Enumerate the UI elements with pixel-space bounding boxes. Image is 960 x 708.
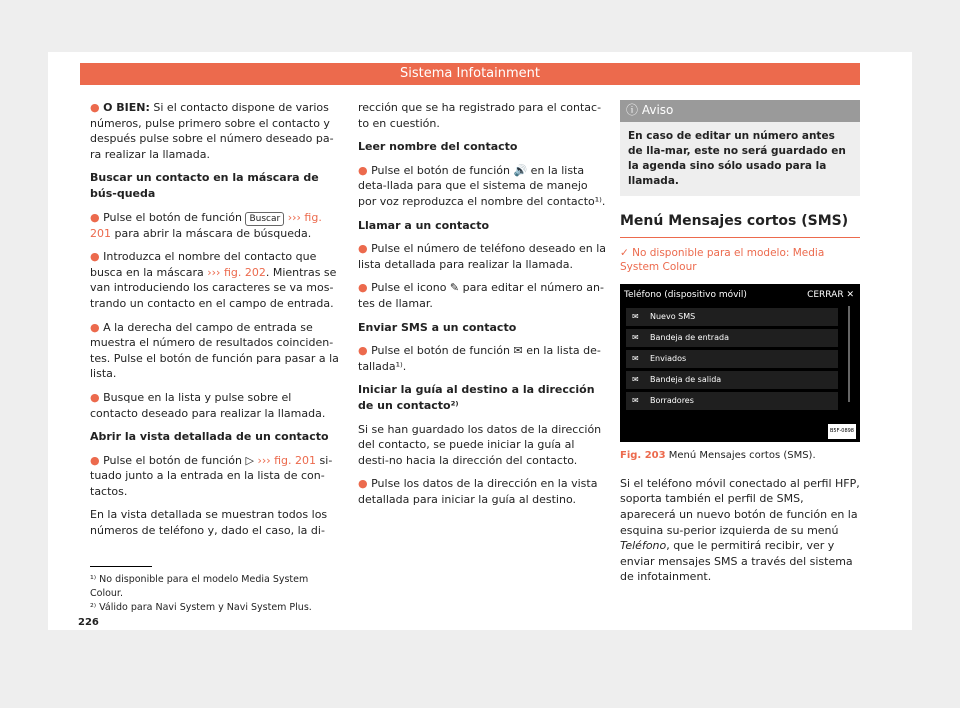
footnotes: ¹⁾ No disponible para el modelo Media System Colour. ²⁾ Válido para Navi System y Navi System Plus. [90,566,340,615]
sms-row[interactable]: ✉ Borradores [626,392,838,410]
envelope-icon: ✉ [632,375,639,385]
sms-row[interactable]: ✉ Bandeja de salida [626,371,838,389]
envelope-icon: ✉ [632,396,639,406]
sms-row[interactable]: ✉ Enviados [626,350,838,368]
scrollbar[interactable] [848,306,850,402]
heading-buscar: Buscar un contacto en la máscara de bús-queda [90,171,319,200]
column-1: ● O BIEN: Si el contacto dispone de varios números, pulse primero sobre el contacto y después pulse sobre el número deseado pa-ra realizar la llamada. Buscar un contacto en la máscara de bús-queda ● Pulse el botón de función Buscar ››› fig. 201 para abrir la máscara de búsqueda. ● Introduzca el nombre del contacto que busca en la máscara ››› fig. 202. Mientras se van introduciendo los caracteres se va mos-trando un contacto en el campo de entrada. ● A la derecha del campo de entrada se muestra el número de resultados coinciden-tes. Pulse el botón de función para pasar a la lista. ● Busque en la lista y pulse sobre el contacto deseado para realizar la llamada. Abrir la vista detallada de un contacto ● Pulse el botón de función ▷ ››› fig. 201 si-tuado junto a la entrada en la lista de con-tactos. En la vista detallada se muestran todos los números de teléfono y, dado el caso, la di- [90,101,339,538]
sms-row[interactable]: ✉ Nuevo SMS [626,308,838,326]
envelope-icon: ✉ [632,333,639,343]
column-3: ⓘ Aviso En caso de editar un número antes de lla-mar, este no será guardado en la agenda sino sólo usado para la llamada. Menú Mensajes cortos (SMS) ✓ No disponible para el modelo: Media System Colour Teléfono (dispositivo móvil) CERRAR ✕ ✉ Nuevo SMS ✉ Bandeja de entrada ✉ Enviados ✉ Bandeja de salida ✉ Borradores B5F-0898 Fig. 203 Menú Mensajes cortos (SMS). Si el teléfono móvil conectado al perfil HFP, soporta también el perfil de SMS, aparecerá un nuevo botón de función en la esquina su-perior izquierda de su menú Teléfono, que le permitirá recibir, ver y enviar mensajes SMS a través del sistema de infotainment. [620,100,860,593]
section-title: Menú Mensajes cortos (SMS) [620,214,860,239]
buscar-button: Buscar [245,212,284,226]
sms-row[interactable]: ✉ Bandeja de entrada [626,329,838,347]
message-icon: ✉ [632,312,639,322]
page-header: Sistema Infotainment [80,63,860,85]
info-icon: ⓘ [626,103,639,117]
sms-screen: Teléfono (dispositivo móvil) CERRAR ✕ ✉ Nuevo SMS ✉ Bandeja de entrada ✉ Enviados ✉ Bandeja de salida ✉ Borradores B5F-0898 [620,284,860,442]
heading-vista: Abrir la vista detallada de un contacto [90,430,329,444]
fig-link[interactable]: ››› fig. 202 [207,265,266,279]
fig-link[interactable]: ››› fig. 201 [257,453,317,467]
column-2: rección que se ha registrado para el contac-to en cuestión. Leer nombre del contacto ● Pulse el botón de función 🔊 en la lista deta-llada para que el sistema de manejo por voz reproduzca el nombre del contacto¹⁾. Llamar a un contacto ● Pulse el número de teléfono deseado en la lista detallada para realizar la llamada. ● Pulse el icono ✎ para editar el número an-tes de llamar. Enviar SMS a un contacto ● Pulse el botón de función ✉ en la lista de-tallada¹⁾. Iniciar la guía al destino a la dirección de un contacto²⁾ Si se han guardado los datos de la dirección del contacto, se puede iniciar la guía al desti-no hacia la dirección del contacto. ● Pulse los datos de la dirección en la vista detallada para iniciar la guía al destino. [358,101,607,506]
envelope-icon: ✉ [632,354,639,364]
page-number: 226 [78,617,99,628]
aviso-box: ⓘ Aviso En caso de editar un número antes de lla-mar, este no será guardado en la agenda sino sólo usado para la llamada. [620,100,860,196]
fig-link[interactable]: ››› fig. 201 [90,210,322,240]
close-button[interactable]: CERRAR ✕ [807,290,854,301]
